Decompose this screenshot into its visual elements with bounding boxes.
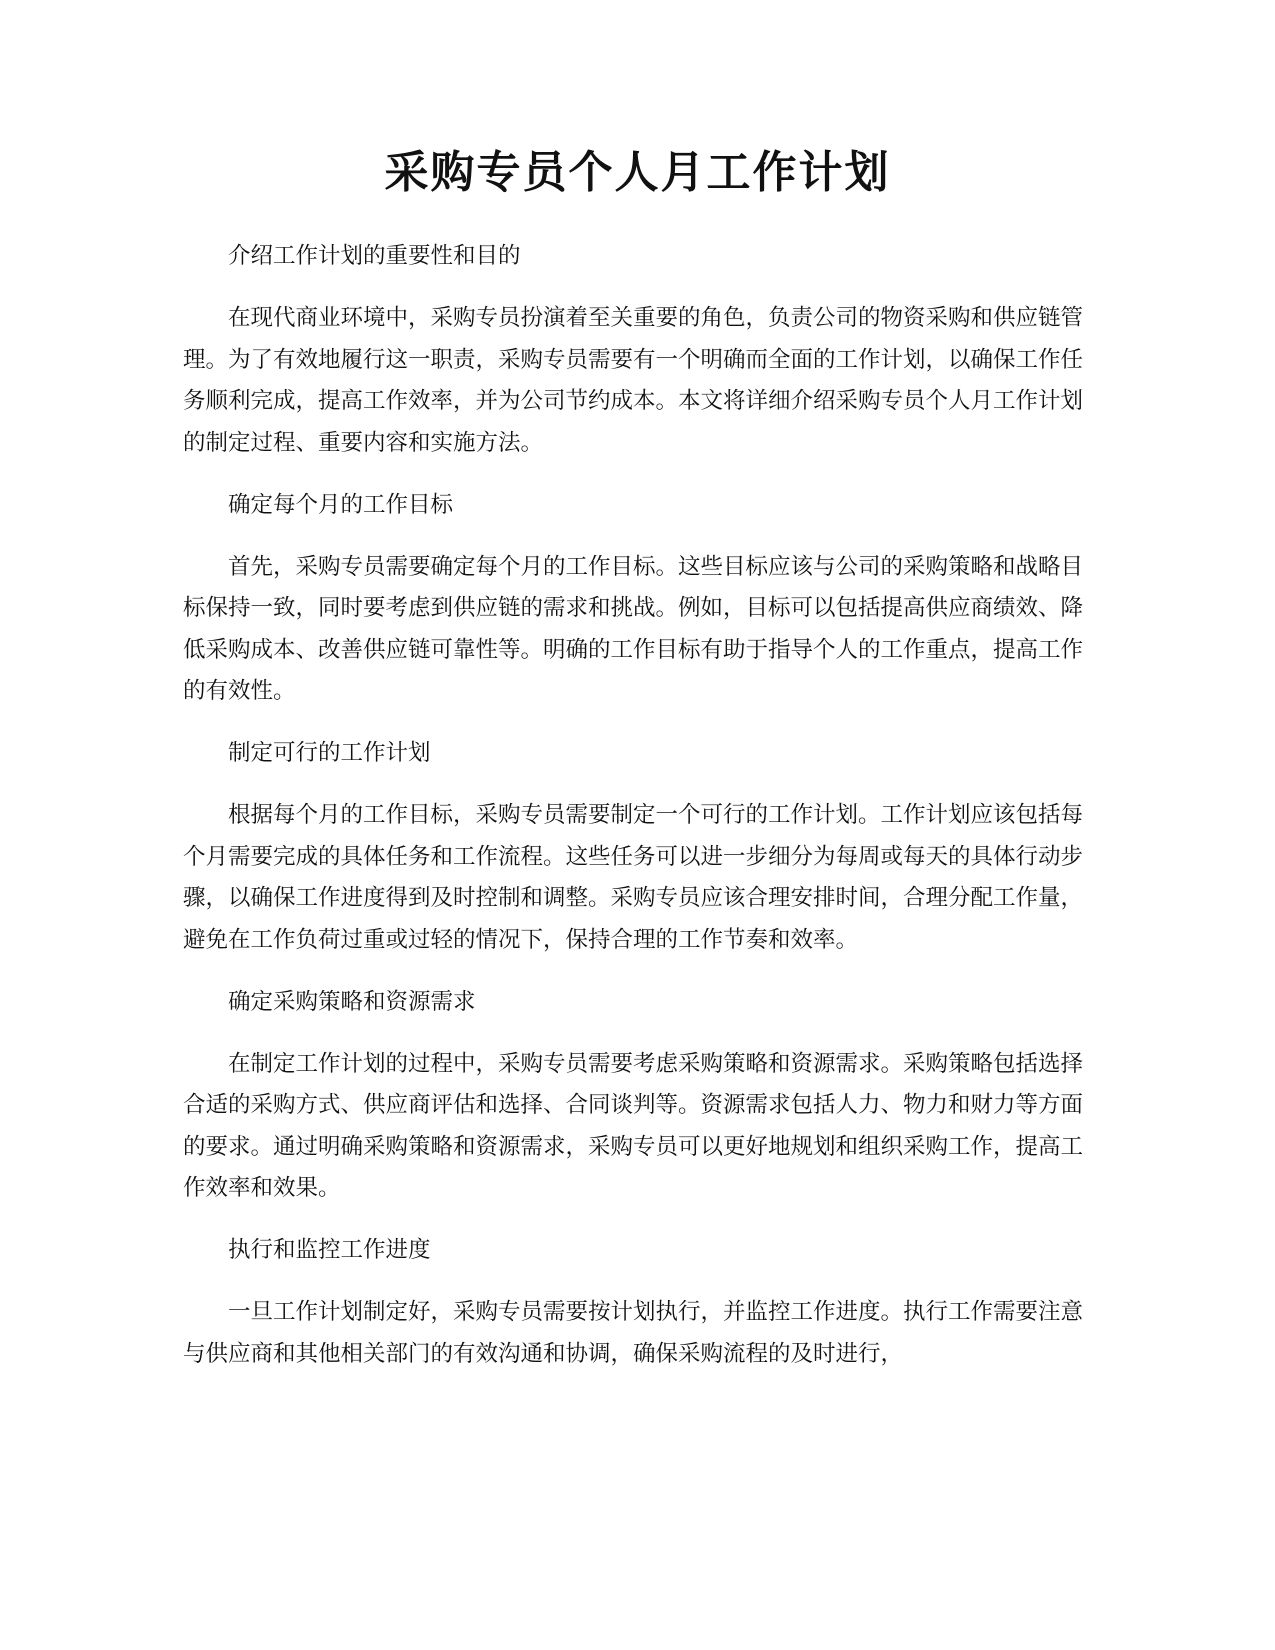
document-title: 采购专员个人月工作计划 <box>384 147 891 198</box>
section-heading-4: 确定采购策略和资源需求 <box>228 988 476 1015</box>
section-paragraph-4: 在制定工作计划的过程中，采购专员需要考虑采购策略和资源需求。采购策略包括选择合适的采购方式、供应商评估和选择、合同谈判等。资源需求包括人力、物力和财力等方面的要求。通过明确采购策略和资源需求，采购专员可以更好地规划和组织采购工作，提高工作效率和效果。 <box>183 1050 1084 1201</box>
section-paragraph-5: 一旦工作计划制定好，采购专员需要按计划执行，并监控工作进度。执行工作需要注意与供应商和其他相关部门的有效沟通和协调，确保采购流程的及时进行， <box>183 1299 1084 1367</box>
document-body <box>183 236 1083 1396</box>
section-paragraph-2: 首先，采购专员需要确定每个月的工作目标。这些目标应该与公司的采购策略和战略目标保持一致，同时要考虑到供应链的需求和挑战。例如，目标可以包括提高供应商绩效、降低采购成本、改善供应链可靠性等。明确的工作目标有助于指导个人的工作重点，提高工作的有效性。 <box>183 553 1084 704</box>
section-heading-5: 执行和监控工作进度 <box>228 1237 431 1263</box>
section-heading-1: 介绍工作计划的重要性和目的 <box>228 243 521 269</box>
section-heading-2: 确定每个月的工作目标 <box>228 491 454 518</box>
section-heading-3: 制定可行的工作计划 <box>228 740 431 766</box>
section-paragraph-3: 根据每个月的工作目标，采购专员需要制定一个可行的工作计划。工作计划应该包括每个月需要完成的具体任务和工作流程。这些任务可以进一步细分为每周或每天的具体行动步骤，以确保工作进度得到及时控制和调整。采购专员应该合理安排时间，合理分配工作量，避免在工作负荷过重或过轻的情况下，保持合理的工作节奏和效率。 <box>183 802 1084 953</box>
section-paragraph-1: 在现代商业环境中，采购专员扮演着至关重要的角色，负责公司的物资采购和供应链管理。为了有效地履行这一职责，采购专员需要有一个明确而全面的工作计划，以确保工作任务顺利完成，提高工作效率，并为公司节约成本。本文将详细介绍采购专员个人月工作计划的制定过程、重要内容和实施方法。 <box>183 305 1084 456</box>
